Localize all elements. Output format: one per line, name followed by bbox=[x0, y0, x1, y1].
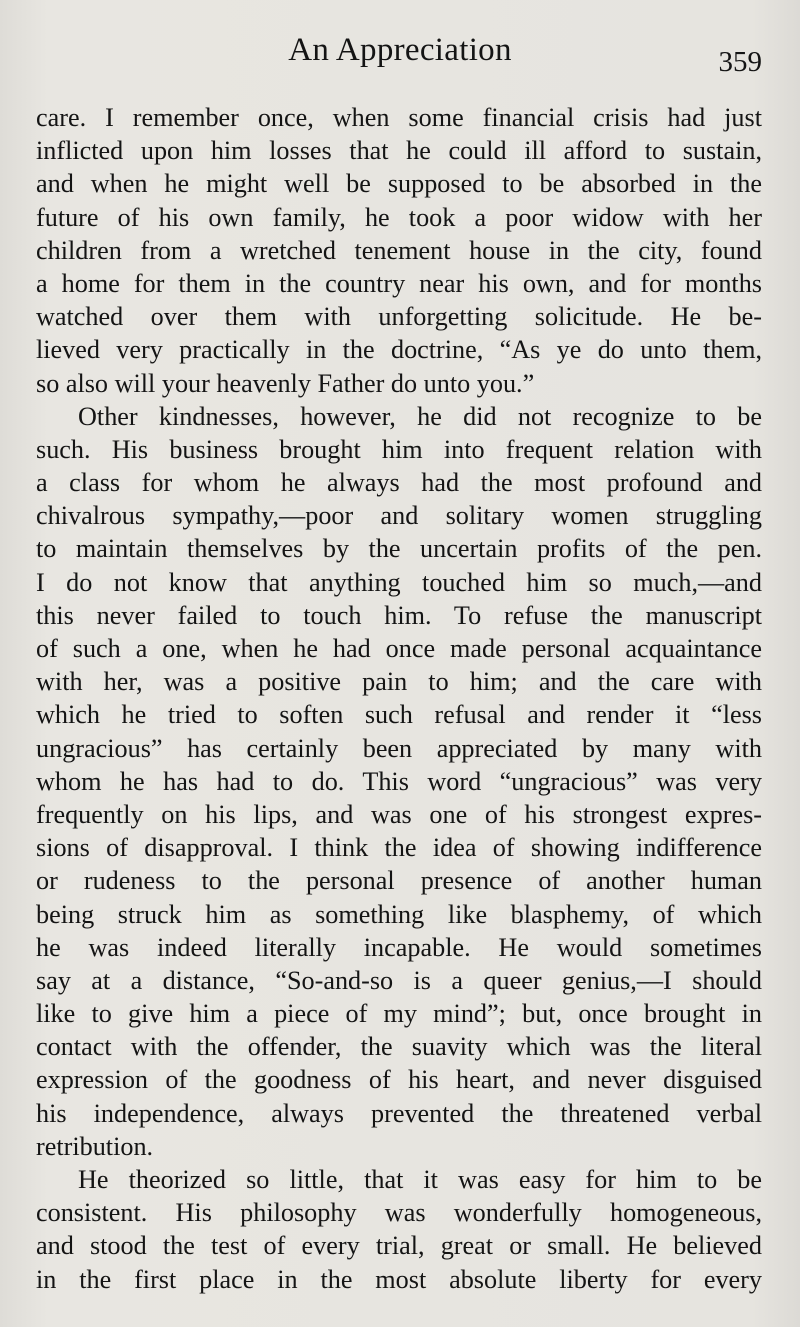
text-line: I do not know that anything touched him so much,—and bbox=[36, 567, 762, 597]
text-line: lieved very practically in the doctrine, “As ye do unto them, bbox=[36, 335, 762, 365]
text-line: to maintain themselves by the uncertain profits of the pen. bbox=[36, 534, 762, 564]
text-line: a home for them in the country near his own, and for months bbox=[36, 268, 762, 298]
text-line: consistent. His philosophy was wonderfully homogeneous, bbox=[36, 1198, 762, 1228]
paragraph-end-line: retribution. bbox=[36, 1131, 154, 1161]
paragraph-start-line: He theorized so little, that it was easy for him to be bbox=[78, 1165, 762, 1194]
text-line: this never failed to touch him. To refuse the manuscript bbox=[36, 600, 762, 630]
text-line: chivalrous sympathy,—poor and solitary women struggling bbox=[36, 501, 762, 531]
text-line: future of his own family, he took a poor widow with her bbox=[36, 202, 762, 232]
text-line: inflicted upon him losses that he could ill afford to sustain, bbox=[36, 136, 762, 166]
text-line: like to give him a piece of my mind”; but, once brought in bbox=[36, 999, 762, 1029]
paragraph-start-line: Other kindnesses, however, he did not recognize to be bbox=[78, 401, 762, 431]
text-line: which he tried to soften such refusal and render it “less bbox=[36, 700, 762, 730]
text-line: expression of the goodness of his heart, and never disguised bbox=[36, 1065, 762, 1095]
text-line: with her, was a positive pain to him; and the care with bbox=[36, 667, 762, 697]
text-line: whom he has had to do. This word “ungracious” was very bbox=[36, 766, 762, 796]
text-line: his independence, always prevented the threatened verbal bbox=[36, 1098, 762, 1128]
text-line: contact with the offender, the suavity which was the literal bbox=[36, 1032, 762, 1062]
text-line: such. His business brought him into frequent relation with bbox=[36, 434, 762, 464]
text-line: ungracious” has certainly been appreciated by many with bbox=[36, 733, 762, 763]
text-line: sions of disapproval. I think the idea of showing indifference bbox=[36, 833, 762, 863]
text-line: say at a distance, “So-and-so is a queer genius,—I should bbox=[36, 965, 762, 995]
paragraph-end-line: so also will your heavenly Father do unto you.” bbox=[36, 368, 535, 398]
running-title: An Appreciation bbox=[288, 32, 512, 68]
text-line: a class for whom he always had the most profound and bbox=[36, 468, 762, 498]
text-line: and when he might well be supposed to be absorbed in the bbox=[36, 169, 762, 199]
body-text bbox=[36, 101, 762, 1296]
text-line: frequently on his lips, and was one of his strongest expres- bbox=[36, 799, 762, 829]
text-line: children from a wretched tenement house in the city, found bbox=[36, 235, 762, 265]
text-line: watched over them with unforgetting solicitude. He be- bbox=[36, 302, 762, 332]
text-line: he was indeed literally incapable. He would sometimes bbox=[36, 932, 762, 962]
page-number: 359 bbox=[718, 46, 762, 78]
text-line: in the first place in the most absolute liberty for every bbox=[36, 1264, 762, 1294]
text-line: being struck him as something like blasphemy, of which bbox=[36, 899, 762, 929]
text-line: of such a one, when he had once made personal acquaintance bbox=[36, 634, 762, 663]
text-line: care. I remember once, when some financial crisis had just bbox=[36, 103, 762, 132]
text-line: and stood the test of every trial, great or small. He believed bbox=[36, 1231, 762, 1261]
text-line: or rudeness to the personal presence of another human bbox=[36, 866, 762, 896]
running-head bbox=[0, 28, 800, 78]
